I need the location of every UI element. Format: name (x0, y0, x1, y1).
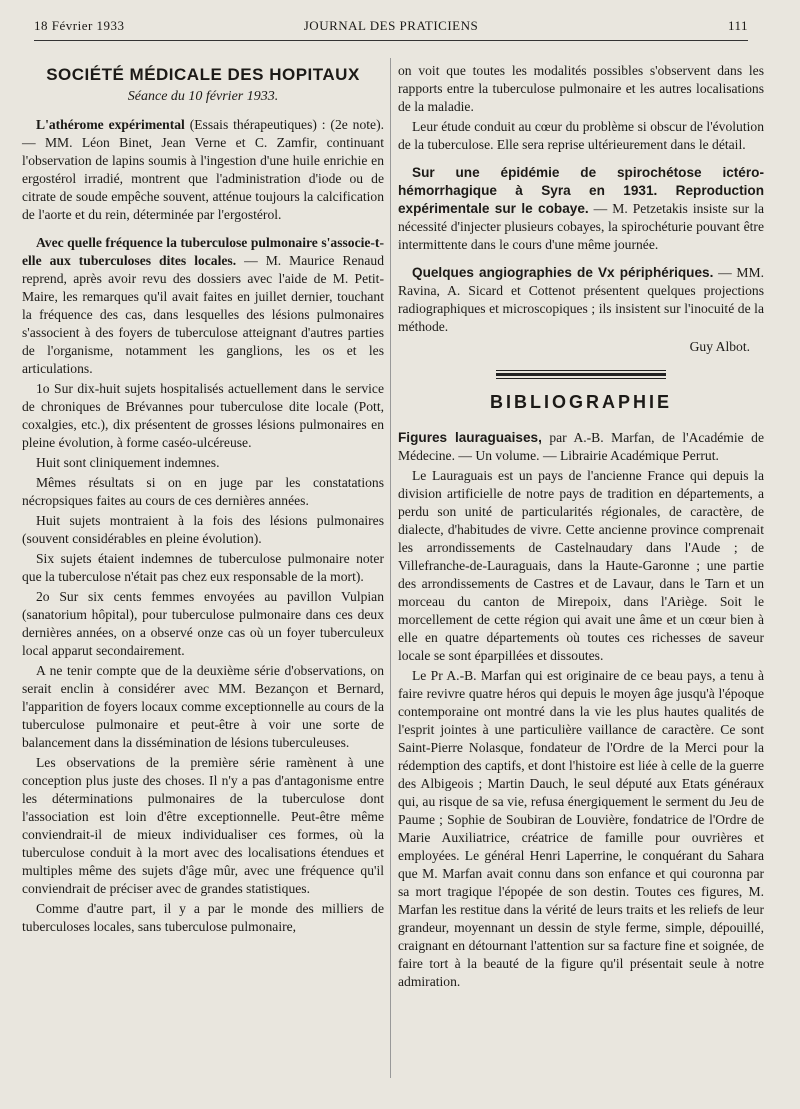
paragraph: Mêmes résultats si on en juge par les constatations nécropsiques faites au cours de ces dernières années. (22, 475, 384, 508)
article-title: L'athérome expérimental (36, 117, 185, 132)
article-tuberculose (22, 234, 384, 378)
paragraph: Le Pr A.-B. Marfan qui est originaire de ce beau pays, a tenu à faire revivre quatre héros qui depuis le moyen âge jusqu'à l'époque contemporaine ont montré dans la vie les plus hautes qualités de l'esprit jointes à une particulière vaillance de caractère. Ce sont Saint-Pierre Nolasque, fondateur de l'Ordre de la Merci pour la rédemption des captifs, et dont l'histoire est liée à celle de la guerre des Albigeois ; Martin Dauch, le seul député aux Etats généraux qui, au risque de sa vie, refusa énergiquement le serment du Jeu de Paume ; Sophie de Soubiran de Louvière, fondatrice de l'Ordre de Marie Auxiliatrice, créatrice de famille pour ouvrières et employées. Le général Henri Laperrine, le conquérant du Sahara que M. Marfan avait connu dans son enfance et qui couronna par sa mort tragique l'épopée de son destin. Toutes ces figures, M. Marfan les restitue dans la vérité de leurs traits et les reliefs de leur grandeur, moyennant un dessin de style ferme, simple, dépouillé, craignant en détournant l'attention sur sa facture fine et soignée, de faire tort à la beauté de la figure qu'il présentait seule à notre admiration. (398, 668, 764, 989)
article-body: (Essais thérapeutiques) : (2e note). — MM. Léon Binet, Jean Verne et C. Zamfir, continuant l'observation de lapins soumis à l'ingestion d'une huile enrichie en ergostérol irradié, montrent que l'administration d'iode ou de citrate de soude empêche souvent, atténue toujours la calcification de l'aorte et du rein, déterminée par l'ergostérol. (22, 117, 384, 222)
header-date: 18 Février 1933 (34, 18, 125, 33)
column-divider (390, 58, 391, 1078)
article-body: — M. Maurice Renaud reprend, après avoir revu des dossiers avec l'aide de M. Petit-Maire, les remarques qu'il avait faites en juillet dernier, touchant la fréquence des cas, dans lesquelles des lésions pulmonaires s'associent à des foyers de tuberculose atteignant d'autres parties de l'organisme, notamment les ganglions, les os et les articulations. (22, 253, 384, 376)
paragraph: Comme d'autre part, il y a par le monde des milliers de tuberculoses locales, sans tuberculose pulmonaire, (22, 901, 384, 934)
article-title: Avec quelle fréquence la tuberculose pulmonaire s'associe-t-elle aux tuberculoses dites locales. (22, 235, 384, 268)
header-rule (34, 40, 748, 41)
paragraph: Le Lauraguais est un pays de l'ancienne France qui depuis la division artificielle de notre pays de tradition en départements, a perdu son unité de particularités régionales, de caractère, de dialecte, d'habitudes de vivre. Cette ancienne province comprenait les arrondissements de Castelnaudary dans l'Aude ; de Villefranche-de-Lauraguais, dans la Haute-Garonne ; une partie des arrondissements de Castres et de Lavaur, dans le Tarn et un morceau du canton de Mirepoix, dans l'Ariège. Soit le morcellement de cette région qui avait une âme et un cœur bien à elle en quatre départements où toutes ces richesses de saveur locale se sont éparpillées et dissoutes. (398, 468, 764, 663)
book-entry (398, 429, 764, 465)
paragraph: Les observations de la première série ramènent à une conception plus juste des choses. Il n'y a pas d'antagonisme entre les déterminations pulmonaires de la tuberculose dont l'association est loin d'être exceptionnelle. Peut-être même conviendrait-il de mieux individualiser ces formes, où la tuberculose conduit à la mort avec des localisations étendues et multiples même des sujets d'âge mûr, avec une fréquence qu'il conviendrait de préciser avec de grandes statistiques. (22, 755, 384, 896)
article-title: Quelques angiographies de Vx périphériques. (412, 265, 714, 280)
article-title: Sur une épidémie de spirochétose ictéro-hémorrhagique à Syra en 1931. Reproduction expérimentale sur le cobaye. (398, 165, 764, 216)
signature: Guy Albot. (689, 339, 750, 354)
article-body: — MM. Ravina, A. Sicard et Cottenot présentent quelques projections radiographiques et microscopiques ; ils insistent sur l'inocuité de la méthode. (398, 265, 764, 334)
paragraph: 1o Sur dix-huit sujets hospitalisés actuellement dans le service de chroniques de Brévannes pour tuberculose dite locale (Pott, coxalgies, etc.), dix présentent de grosses lésions pulmonaires en pleine évolution, à forme caséo-ulcéreuse. (22, 381, 384, 450)
article-spirochetose (398, 164, 764, 254)
paragraph: A ne tenir compte que de la deuxième série d'observations, on serait enclin à considérer avec MM. Bezançon et Bernard, l'apparition de foyers locaux comme exceptionnelle au cours de la tuberculose pulmonaire et peut-être à voir une sorte de balancement dans la dissémination de lésions tuberculeuses. (22, 663, 384, 750)
header-journal-title: JOURNAL DES PRATICIENS (303, 18, 479, 33)
header-page-number: 111 (727, 18, 748, 33)
article-body: — M. Petzetakis insiste sur la nécessité d'injecter plusieurs cobayes, la spirochéturie pouvant être intermittente dans le cours d'une même journée. (398, 201, 765, 252)
ornament-rule (496, 370, 666, 379)
paragraph: Six sujets étaient indemnes de tuberculose pulmonaire noter que la tuberculose n'était pas chez eux responsable de la mort). (22, 551, 384, 584)
section-title-bibliographie: BIBLIOGRAPHIE (489, 392, 672, 412)
article-atherome (22, 116, 384, 224)
paragraph: Huit sont cliniquement indemnes. (36, 455, 220, 470)
left-column (22, 62, 384, 938)
society-title: SOCIÉTÉ MÉDICALE DES HOPITAUX (46, 65, 360, 84)
article-angiographies (398, 264, 764, 336)
paragraph: Leur étude conduit au cœur du problème si obscur de l'évolution de la tuberculose. Elle sera reprise ultérieurement dans le détail. (398, 119, 764, 152)
paragraph: on voit que toutes les modalités possibles s'observent dans les rapports entre la tuberculose pulmonaire et les autres localisations de la maladie. (398, 63, 764, 114)
paragraph: 2o Sur six cents femmes envoyées au pavillon Vulpian (sanatorium hôpital), pour tuberculose pulmonaire dans ces deux dernières années, on a observé onze cas où un foyer tuberculeux local apparut secondairement. (22, 589, 384, 658)
seance-date: Séance du 10 février 1933. (127, 89, 279, 104)
running-header (34, 14, 748, 40)
book-title: Figures lauraguaises, (398, 430, 542, 445)
paragraph: Huit sujets montraient à la fois des lésions pulmonaires (souvent considérables en pleine évolution). (22, 513, 384, 546)
book-details: par A.-B. Marfan, de l'Académie de Médecine. — Un volume. — Librairie Académique Perrut. (398, 430, 764, 463)
right-column (398, 62, 764, 993)
